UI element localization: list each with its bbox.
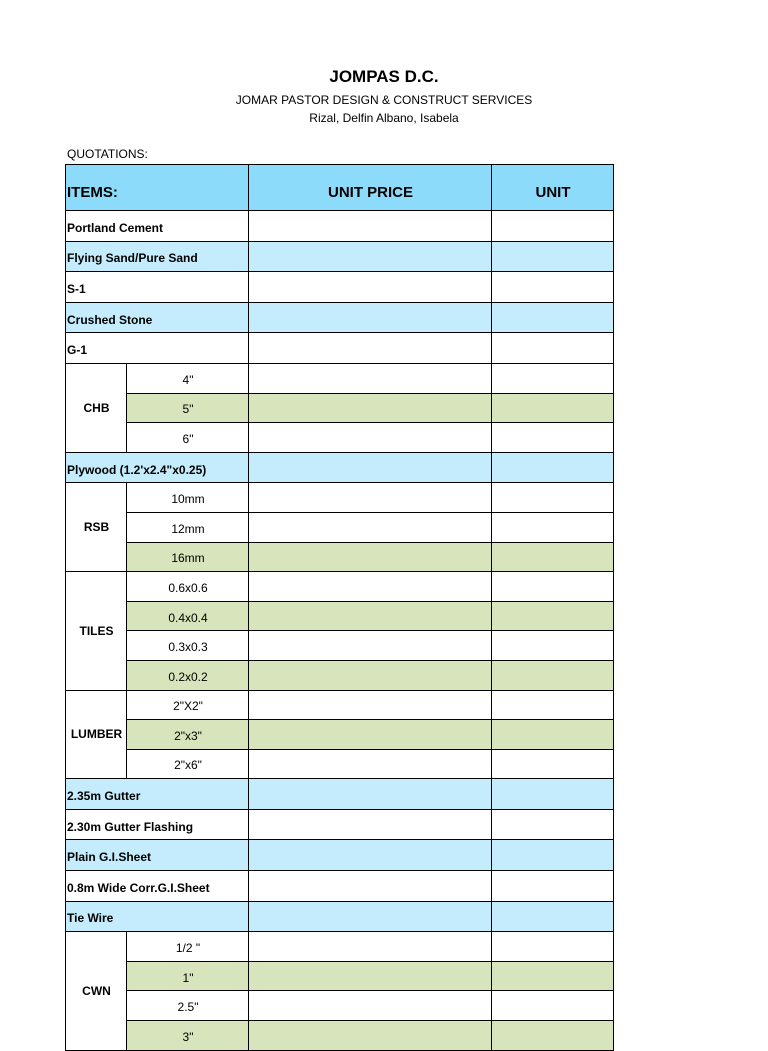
unit-cell[interactable] [492,991,614,1021]
company-subtitle: JOMAR PASTOR DESIGN & CONSTRUCT SERVICES [235,93,533,107]
unit-price-cell[interactable] [249,423,492,453]
size-cell: 3" [127,1021,249,1051]
unit-price-cell[interactable] [249,393,492,423]
unit-cell[interactable] [492,660,614,690]
unit-cell[interactable] [492,302,614,333]
table-row [66,423,614,453]
unit-price-cell[interactable] [249,932,492,962]
size-cell: 2"X2" [127,690,249,720]
table-row [66,452,614,483]
size-cell: 0.4x0.4 [127,601,249,631]
unit-cell[interactable] [492,483,614,513]
table-row [66,901,614,932]
table-row [66,393,614,423]
unit-cell[interactable] [492,871,614,902]
table-row [66,961,614,991]
category-cwn: CWN [66,932,127,1050]
table-row [66,720,614,750]
table-row [66,991,614,1021]
table-row [66,601,614,631]
unit-cell[interactable] [492,393,614,423]
unit-cell[interactable] [492,241,614,272]
category-chb: CHB [66,363,127,452]
size-cell: 16mm [127,542,249,572]
unit-price-cell[interactable] [249,601,492,631]
unit-cell[interactable] [492,1021,614,1051]
unit-price-cell[interactable] [249,241,492,272]
table-row [66,779,614,810]
unit-price-cell[interactable] [249,211,492,242]
unit-cell[interactable] [492,423,614,453]
quotation-table [65,164,614,1051]
size-cell: 4" [127,363,249,393]
unit-cell[interactable] [492,572,614,602]
table-row [66,512,614,542]
item-tie-wire: Tie Wire [66,901,249,932]
company-title: JOMPAS D.C. [329,67,439,86]
unit-cell[interactable] [492,542,614,572]
unit-price-cell[interactable] [249,660,492,690]
table-row [66,542,614,572]
unit-price-cell[interactable] [249,779,492,810]
unit-cell[interactable] [492,631,614,661]
table-row [66,363,614,393]
unit-price-cell[interactable] [249,840,492,871]
unit-price-cell[interactable] [249,302,492,333]
unit-cell[interactable] [492,512,614,542]
table-row [66,660,614,690]
unit-price-cell[interactable] [249,961,492,991]
table-row [66,809,614,840]
table-header-row [66,165,614,211]
unit-cell[interactable] [492,779,614,810]
quotations-label: QUOTATIONS: [67,147,148,161]
size-cell: 0.2x0.2 [127,660,249,690]
unit-cell[interactable] [492,961,614,991]
table-row [66,302,614,333]
unit-cell[interactable] [492,363,614,393]
unit-price-cell[interactable] [249,809,492,840]
table-row [66,572,614,602]
category-tiles: TILES [66,572,127,690]
unit-cell[interactable] [492,932,614,962]
unit-price-cell[interactable] [249,631,492,661]
unit-price-cell[interactable] [249,452,492,483]
table-row [66,211,614,242]
size-cell: 1" [127,961,249,991]
table-row [66,932,614,962]
unit-cell[interactable] [492,272,614,303]
category-lumber: LUMBER [66,690,127,779]
size-cell: 1/2 " [127,932,249,962]
size-cell: 6" [127,423,249,453]
item-crushed-stone: Crushed Stone [66,302,249,333]
unit-cell[interactable] [492,720,614,750]
unit-price-cell[interactable] [249,272,492,303]
unit-cell[interactable] [492,809,614,840]
col-header-items: ITEMS: [66,165,249,211]
unit-price-cell[interactable] [249,333,492,364]
size-cell: 0.3x0.3 [127,631,249,661]
col-header-unit: UNIT [492,165,614,211]
table-row [66,1021,614,1051]
item-g1: G-1 [66,333,249,364]
unit-price-cell[interactable] [249,901,492,932]
unit-price-cell[interactable] [249,483,492,513]
size-cell: 12mm [127,512,249,542]
size-cell: 5" [127,393,249,423]
unit-price-cell[interactable] [249,512,492,542]
table-row [66,749,614,779]
unit-price-cell[interactable] [249,991,492,1021]
size-cell: 0.6x0.6 [127,572,249,602]
unit-cell[interactable] [492,452,614,483]
unit-cell[interactable] [492,840,614,871]
unit-price-cell[interactable] [249,363,492,393]
item-s1: S-1 [66,272,249,303]
size-cell: 2.5" [127,991,249,1021]
unit-price-cell[interactable] [249,1021,492,1051]
table-row [66,631,614,661]
unit-cell[interactable] [492,690,614,720]
item-plywood: Plywood (1.2'x2.4"x0.25) [66,452,249,483]
item-flying-sand: Flying Sand/Pure Sand [66,241,249,272]
item-gutter-flashing: 2.30m Gutter Flashing [66,809,249,840]
size-cell: 2"x3" [127,720,249,750]
unit-cell[interactable] [492,333,614,364]
unit-price-cell[interactable] [249,542,492,572]
unit-cell[interactable] [492,901,614,932]
table-row [66,483,614,513]
size-cell: 10mm [127,483,249,513]
item-gutter: 2.35m Gutter [66,779,249,810]
category-rsb: RSB [66,483,127,572]
unit-price-cell[interactable] [249,720,492,750]
unit-cell[interactable] [492,601,614,631]
company-address: Rizal, Delfin Albano, Isabela [309,111,459,125]
table-row [66,690,614,720]
unit-price-cell[interactable] [249,749,492,779]
unit-price-cell[interactable] [249,572,492,602]
col-header-unit-price: UNIT PRICE [249,165,492,211]
table-row [66,871,614,902]
item-portland-cement: Portland Cement [66,211,249,242]
table-row [66,241,614,272]
table-row [66,840,614,871]
unit-price-cell[interactable] [249,690,492,720]
table-row [66,333,614,364]
size-cell: 2"x6" [127,749,249,779]
unit-cell[interactable] [492,211,614,242]
item-corr-gi-sheet: 0.8m Wide Corr.G.I.Sheet [66,871,249,902]
table-row [66,272,614,303]
unit-cell[interactable] [492,749,614,779]
unit-price-cell[interactable] [249,871,492,902]
item-plain-gi-sheet: Plain G.I.Sheet [66,840,249,871]
